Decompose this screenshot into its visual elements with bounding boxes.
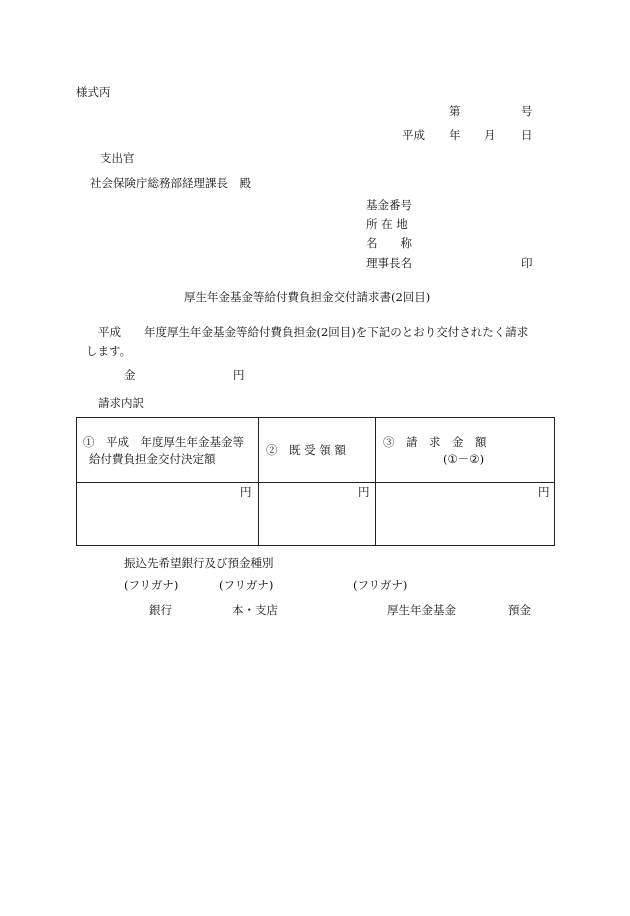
col1-header-line2: 給付費負担金交付決定額 [89,452,216,466]
breakdown-label: 請求内訳 [98,396,144,410]
date-year: 年 [449,128,461,142]
doc-number-prefix: 第 [449,104,461,118]
document-title: 厚生年金基金等給付費負担金交付請求書(2回目) [184,290,431,304]
col1-unit: 円 [240,485,252,499]
breakdown-table [76,417,555,546]
form-label: 様式丙 [76,85,111,99]
col3-header-line2: (①－②) [443,452,485,466]
col3-unit: 円 [538,485,550,499]
col2-header: ② 既 受 領 額 [266,443,346,457]
furigana-account: (フリガナ) [353,578,408,592]
col2-unit: 円 [358,485,370,499]
doc-number-suffix: 号 [521,104,533,118]
bank-label: 銀行 [149,603,172,617]
date-day: 日 [521,128,533,142]
date-month: 月 [484,128,496,142]
seal-mark: 印 [521,256,533,270]
addressee-line1: 支出官 [100,151,135,165]
amount-unit: 円 [233,368,245,382]
deposit-label: 預金 [508,603,531,617]
furigana-bank: (フリガナ) [124,578,179,592]
body-line1: 平成 年度厚生年金基金等給付費負担金(2回目)を下記のとおり交付されたく請求 [98,325,529,339]
address-label: 所 在 地 [366,217,408,231]
branch-label: 本・支店 [232,603,278,617]
addressee-line2: 社会保険庁総務部経理課長 殿 [90,176,251,190]
furigana-branch: (フリガナ) [219,578,274,592]
col1-header-line1: ① 平成 年度厚生年金基金等 [83,435,244,449]
body-line2: します。 [86,344,132,358]
date-era: 平成 [402,128,425,142]
col3-header-line1: ③ 請 求 金 額 [383,435,487,449]
fund-number-label: 基金番号 [366,198,412,212]
table-divider [77,482,554,483]
director-label: 理事長名 [366,256,412,270]
bank-heading: 振込先希望銀行及び預金種別 [124,556,274,570]
amount-label: 金 [124,368,136,382]
name-label: 名 称 [366,236,412,250]
fund-label: 厚生年金基金 [387,603,456,617]
